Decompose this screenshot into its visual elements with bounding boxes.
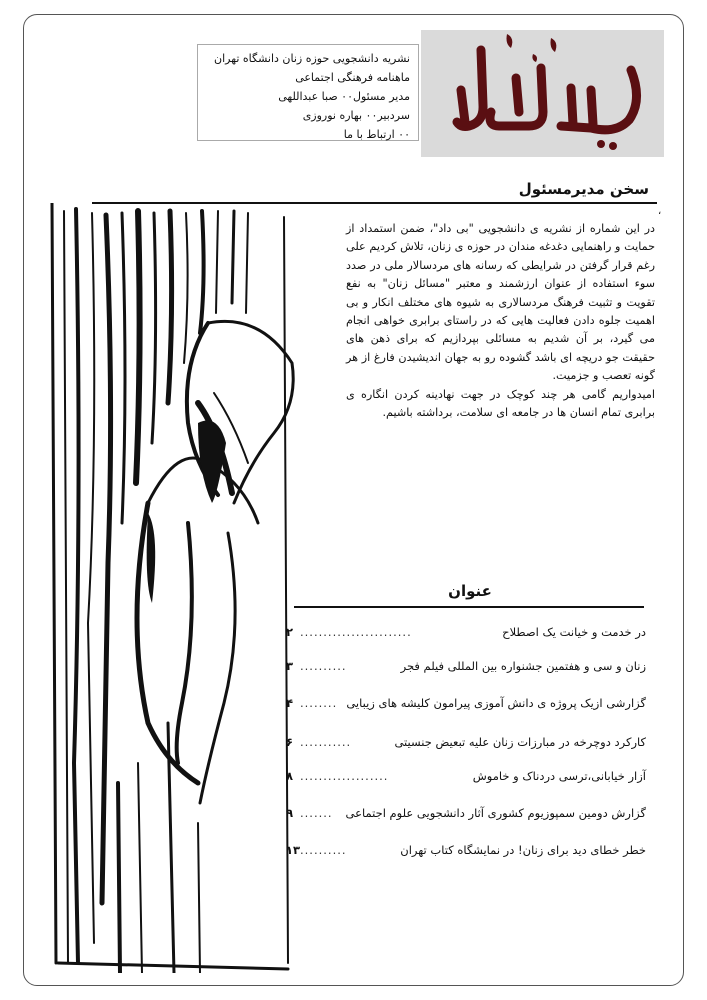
masthead-line: نشریه دانشجویی حوزه زنان دانشگاه تهران	[214, 52, 410, 65]
toc-item-page: ۸	[286, 769, 294, 783]
toc-item[interactable]	[286, 843, 646, 865]
toc-item[interactable]	[286, 625, 646, 647]
toc-item-page: ۴	[286, 696, 294, 710]
hooded-figure-illustration	[48, 203, 301, 973]
toc-item[interactable]	[286, 769, 646, 791]
toc-item[interactable]	[286, 806, 646, 828]
toc-item-page: ۶	[286, 735, 294, 749]
decorative-mark: ،	[658, 206, 662, 217]
toc-item-page: ۳	[286, 659, 294, 673]
toc-item-label: گزارشی ازیک پروژه ی دانش آموزی پیرامون کلیشه های زیبایی	[346, 696, 646, 710]
toc-item-page: ۲	[286, 625, 294, 639]
toc-item-label: زنان و سی و هفتمین جشنواره بین المللی فیلم فجر	[400, 659, 646, 673]
toc-item[interactable]	[286, 659, 646, 681]
toc-item[interactable]	[286, 735, 646, 757]
toc-item-page: ۱۳	[286, 843, 301, 857]
masthead-line: مدیر مسئول۰۰ صبا عبداللهی	[278, 90, 410, 103]
editorial-title: سخن مدیرمسئول	[518, 180, 649, 198]
masthead-line: ماهنامه فرهنگی اجتماعی	[295, 71, 410, 84]
toc-item-label: گزارش دومین سمپوزیوم کشوری آثار دانشجویی علوم اجتماعی	[345, 806, 646, 820]
toc-leader-dots: .......	[300, 806, 333, 820]
masthead-logo-panel	[421, 30, 664, 157]
toc-item-label: در خدمت و خیانت یک اصطلاح	[502, 625, 646, 639]
toc-leader-dots: ..........	[300, 659, 347, 673]
toc-title: عنوان	[448, 582, 492, 600]
toc-item-label: آزار خیابانی،ترسی دردناک و خاموش	[472, 769, 646, 783]
editorial-paragraph: در این شماره از نشریه ی دانشجویی "بی داد"، ضمن استمداد از حمایت و راهنمایی دغدغه مندان در حوزه ی زنان، تلاش کردیم علی رغم قرار گرفتن در شرایطی که رسانه های مردسالار ملی در صدد سوء استفاده از عنوان ارزشمند و معتبر "مسائل زنان" به نفع تقویت و تثبیت فرهنگ مردسالاری به شیوه های مختلف انکار و بی اهمیت جلوه دادن فعالیت هایی که در راستای برابری خواهی انجام می گیرد، بر آن شدیم به مسائلی بپردازیم که برای ذهن های حقیقت جو دریچه ای باشد گشوده رو به جهان اندیشیدن فارغ از هر گونه تعصب و جزمیت.	[346, 222, 655, 383]
toc-item-page: ۹	[286, 806, 294, 820]
toc-leader-dots: ........................	[300, 625, 412, 639]
toc-leader-dots: ...........	[300, 735, 352, 749]
masthead-line: سردبیر۰۰ بهاره نوروزی	[302, 109, 410, 122]
toc-leader-dots: ...................	[300, 769, 389, 783]
masthead-contact-link[interactable]: ۰۰ ارتباط با ما	[343, 128, 410, 141]
bidad-logo	[421, 30, 664, 157]
toc-item[interactable]	[286, 696, 646, 718]
toc-item-label: کارکرد دوچرخه در مبارزات زنان علیه تبعیض جنسیتی	[394, 735, 646, 749]
editorial-paragraph: امیدواریم گامی هر چند کوچک در جهت نهادینه کردن انگاره ی برابری تمام انسان ها در جامعه ای سلامت، برداشته باشیم.	[346, 387, 655, 420]
toc-item-label: خطر خطای دید برای زنان! در نمایشگاه کتاب تهران	[400, 843, 646, 857]
toc-divider	[294, 606, 644, 608]
toc-leader-dots: ..........	[300, 843, 347, 857]
toc-leader-dots: ........	[300, 696, 338, 710]
editorial-body	[346, 220, 655, 460]
masthead-info-box	[197, 44, 419, 141]
